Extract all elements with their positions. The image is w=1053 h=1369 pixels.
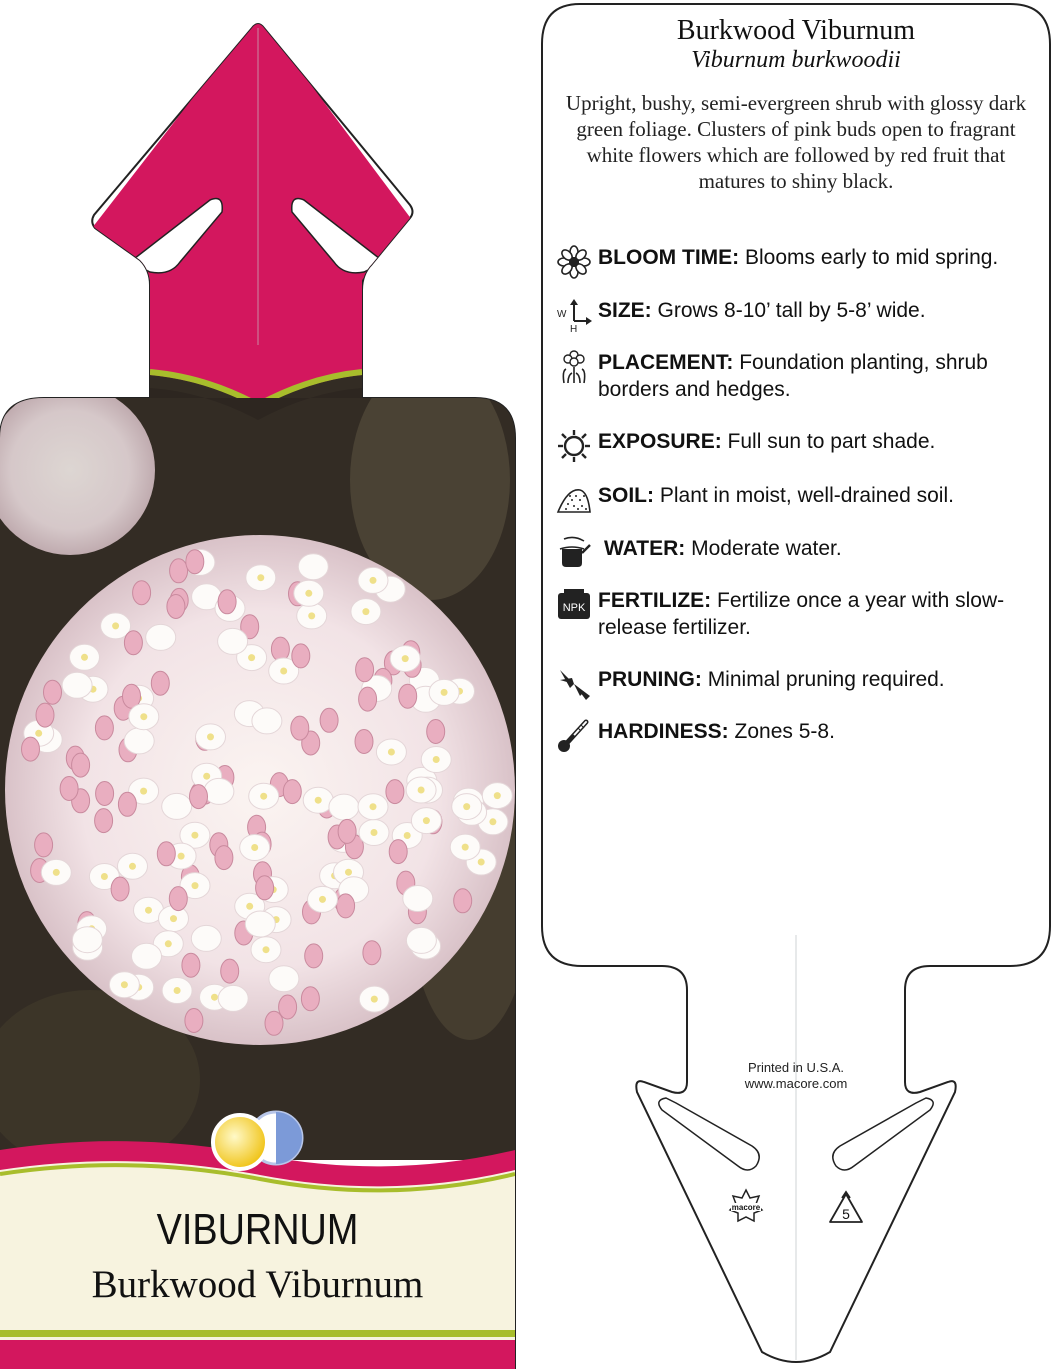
soil-mound-icon bbox=[556, 482, 592, 518]
flower-icon bbox=[556, 244, 592, 280]
care-label: HARDINESS: bbox=[598, 720, 729, 743]
front-variety-name: Burkwood Viburnum bbox=[91, 1263, 424, 1306]
care-value: Minimal pruning required. bbox=[707, 668, 945, 691]
sun-icon bbox=[556, 428, 592, 464]
care-value: Blooms early to mid spring. bbox=[745, 246, 999, 269]
macore-logo-text: macore bbox=[731, 1203, 761, 1212]
watering-can-icon bbox=[556, 535, 592, 571]
front-common-name: VIBURNUM bbox=[156, 1205, 359, 1254]
care-value: Fertilize once a year with slow-release fertilizer. bbox=[598, 589, 1005, 639]
back-tag-header bbox=[548, 16, 1044, 194]
care-value: Foundation planting, shrub borders and hedges. bbox=[598, 351, 988, 401]
printed-note bbox=[696, 1060, 896, 1092]
care-value: Full sun to part shade. bbox=[727, 430, 936, 453]
printed-in: Printed in U.S.A. bbox=[747, 1060, 845, 1075]
size-icon-w: W bbox=[557, 309, 567, 320]
care-label: BLOOM TIME: bbox=[598, 246, 740, 269]
plant-description: Upright, bushy, semi-evergreen shrub with glossy dark green foliage. Clusters of pink buds open to fragrant white flowers which are followed by red fruit that matures to shiny black. bbox=[565, 91, 1027, 193]
plant-title: Burkwood Viburnum bbox=[676, 15, 916, 46]
placement-plants-icon bbox=[556, 349, 592, 385]
care-label: PLACEMENT: bbox=[598, 351, 734, 374]
care-value: Moderate water. bbox=[691, 537, 842, 560]
care-value: Zones 5-8. bbox=[734, 720, 835, 743]
size-icon-h: H bbox=[570, 324, 578, 333]
care-label: FERTILIZE: bbox=[598, 589, 712, 612]
size-arrows-icon bbox=[556, 297, 592, 333]
care-value: Plant in moist, well-drained soil. bbox=[659, 484, 954, 507]
npk-icon-text: NPK bbox=[562, 602, 586, 614]
care-label: SOIL: bbox=[598, 484, 654, 507]
care-label: EXPOSURE: bbox=[598, 430, 722, 453]
care-label: WATER: bbox=[604, 537, 686, 560]
care-value: Grows 8-10’ tall by 5-8’ wide. bbox=[657, 299, 926, 322]
recycle-code: 5 bbox=[842, 1206, 850, 1222]
npk-fertilizer-icon bbox=[556, 587, 592, 623]
botanical-name: Viburnum burkwoodii bbox=[691, 47, 901, 73]
thermometer-icon bbox=[556, 718, 592, 754]
pruning-shears-icon bbox=[556, 666, 592, 702]
care-label: SIZE: bbox=[598, 299, 652, 322]
website-url: www.macore.com bbox=[744, 1076, 848, 1091]
care-label: PRUNING: bbox=[598, 668, 702, 691]
